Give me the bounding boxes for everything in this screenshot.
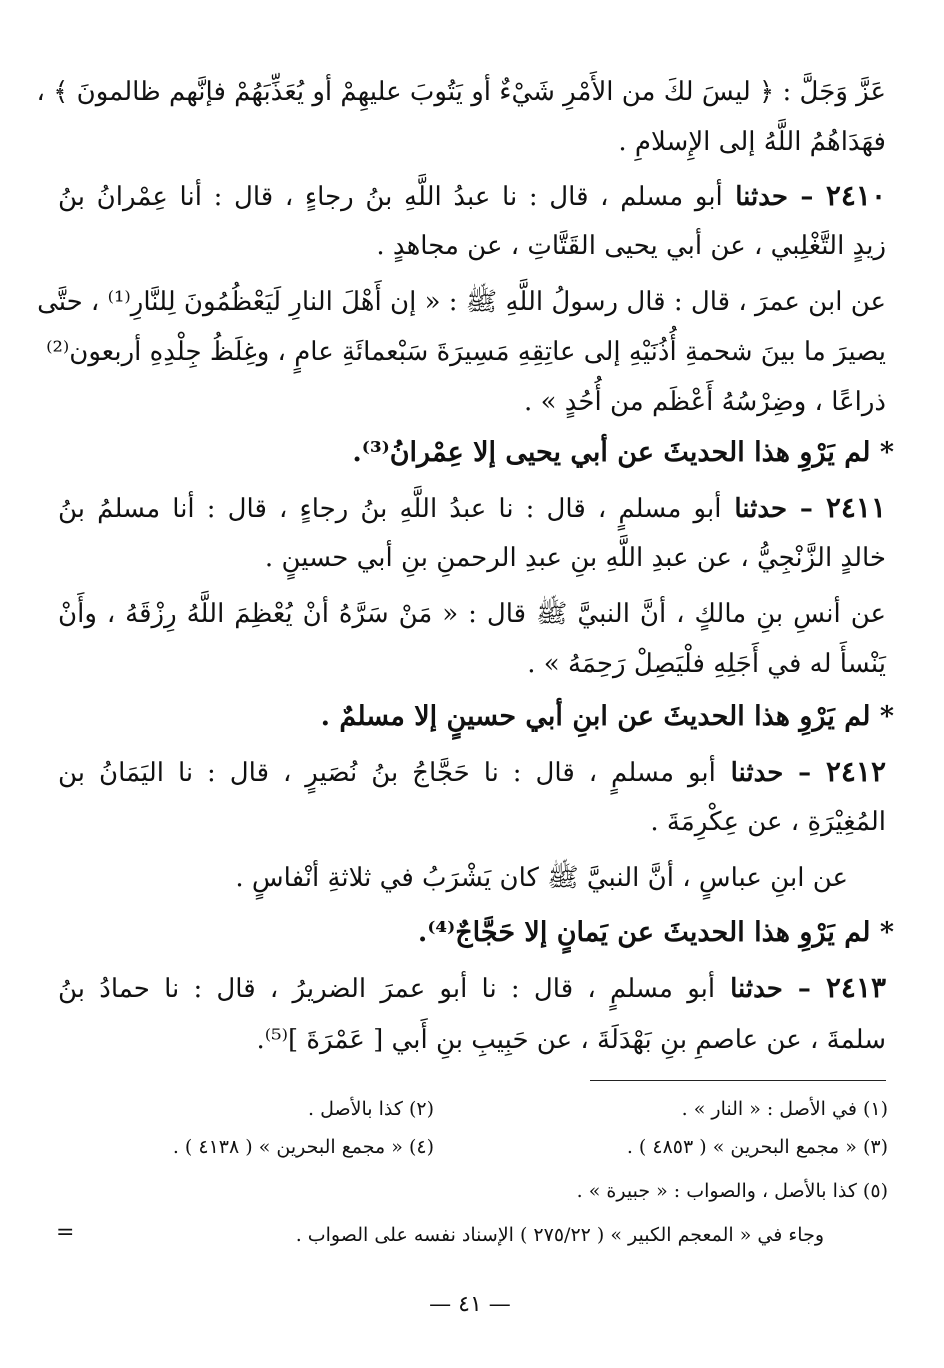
footnote-5-continuation: وجاء في « المعجم الكبير » ( ٢٧٥/٢٢ ) الإسناد نفسه على الصواب . <box>295 1224 824 1246</box>
text-line-7: ذراعًا ، وضِرْسُهُ أَعْظَم من أُحُدٍ » . <box>524 387 886 417</box>
hadith-chain: أبو مسلمٍ ، قال : نا أبو عمرَ الضريرُ ، قال : نا حمادُ بنُ <box>58 974 716 1004</box>
narration-note-3: * لم يَرْوِ هذا الحديثَ عن يَمانٍ إلا حَجَّاجٌ⁽⁴⁾. <box>417 917 894 948</box>
footnote-2: (٢) كذا بالأصل . <box>308 1098 434 1120</box>
text-line-12: يَنْسأَ له في أَجَلِهِ فلْيَصِلْ رَحِمَهُ » . <box>527 649 886 679</box>
hadith-chain: أبو مسلمٍ ، قال : نا حَجَّاجُ بنُ نُصَيرٍ ، قال : نا اليَمَانُ بن <box>58 758 716 788</box>
hadith-number: ٢٤١٣ <box>825 971 887 1004</box>
text-line-5: عن ابن عمرَ ، قال : قال رسولُ اللَّهِ ﷺ : « إن أَهْلَ النارِ لَيَعْظُمُونَ لِلنَّارِ⁽¹⁾ ، حتَّى <box>37 287 886 317</box>
footnote-3: (٣) « مجمع البحرين » ( ٤٨٥٣ ) . <box>626 1136 888 1158</box>
hadith-lead: – حدثنا <box>715 758 826 788</box>
page-number: — ٤١ — <box>429 1292 511 1317</box>
text-line-19: سلمةَ ، عن عاصمِ بنِ بَهْدَلَةَ ، عن حَبِيبِ بنِ أَبي [ عَمْرَةَ ]⁽⁵⁾. <box>256 1025 886 1055</box>
text-line-1: عَزَّ وَجَلَّ : ﴿ ليسَ لكَ من الأَمْرِ شَيْءٌ أو يَتُوبَ عليهِمْ أو يُعَذِّبَهُمْ فإنَّهم ظالمونَ ﴾ ، <box>36 77 886 107</box>
hadith-2411-line-1 <box>58 488 886 529</box>
hadith-lead: – حدثنا <box>722 182 826 212</box>
footnote-1: (١) في الأصل : « النار » . <box>681 1098 888 1120</box>
hadith-number: ٢٤١٢ <box>825 755 886 788</box>
text-line-4: زيدٍ التَّغْلِبي ، عن أبي يحيى القَتَّاتِ ، عن مجاهدٍ . <box>376 231 886 261</box>
continuation-mark: = <box>56 1220 75 1245</box>
text-line-16: عن ابنِ عباسٍ ، أنَّ النبيَّ ﷺ كان يَشْرَبُ في ثلاثةِ أنْفاسٍ . <box>235 863 848 893</box>
hadith-chain: أبو مسلم ، قال : نا عبدُ اللَّهِ بنُ رجاءٍ ، قال : أنا عِمْرانُ بنُ <box>58 182 723 212</box>
footnote-5: (٥) كذا بالأصل ، والصواب : « جبيرة » . <box>576 1180 888 1202</box>
hadith-lead: – حدثنا <box>721 494 826 524</box>
narration-note-1: * لم يَرْوِ هذا الحديثَ عن أبي يحيى إلا عِمْرانُ⁽³⁾. <box>352 437 894 468</box>
hadith-number: ٢٤١١ <box>825 491 886 524</box>
text-line-15: المُغِيْرَةِ ، عن عِكْرِمَةَ . <box>650 807 886 837</box>
hadith-lead: – حدثنا <box>715 974 826 1004</box>
text-line-10: خالدٍ الزَّنْجِيُّ ، عن عبدِ اللَّهِ بنِ عبدِ الرحمنِ بنِ أبي حسينٍ . <box>264 543 886 573</box>
text-line-11: عن أنسِ بنِ مالكٍ ، أنَّ النبيَّ ﷺ قال : « مَنْ سَرَّهُ أنْ يُعْظِمَ اللَّهُ رِزْقَهُ ، وأَنْ <box>58 599 886 629</box>
hadith-number: ٢٤١٠ <box>825 179 886 212</box>
hadith-2413-line-1 <box>58 968 886 1009</box>
narration-note-2: * لم يَرْوِ هذا الحديثَ عن ابنِ أبي حسينٍ إلا مسلمٌ . <box>320 701 894 732</box>
text-line-6: يصيرَ ما بينَ شحمةِ أُذُنَيْهِ إلى عاتِقِهِ مَسِيرَةَ سَبْعمائَةِ عامٍ ، وغِلَظُ جِلْدِهِ أربعون⁽²⁾ <box>46 337 886 367</box>
footnote-separator <box>590 1080 886 1081</box>
text-line-2: فهَدَاهُمُ اللَّهُ إلى الإِسلامِ . <box>618 127 886 157</box>
footnote-4: (٤) « مجمع البحرين » ( ٤١٣٨ ) . <box>172 1136 434 1158</box>
hadith-2410-line-1 <box>58 176 886 217</box>
hadith-chain: أبو مسلمٍ ، قال : نا عبدُ اللَّهِ بنُ رجاءٍ ، قال : أنا مسلمُ بنُ <box>58 494 722 524</box>
hadith-2412-line-1 <box>58 752 886 793</box>
